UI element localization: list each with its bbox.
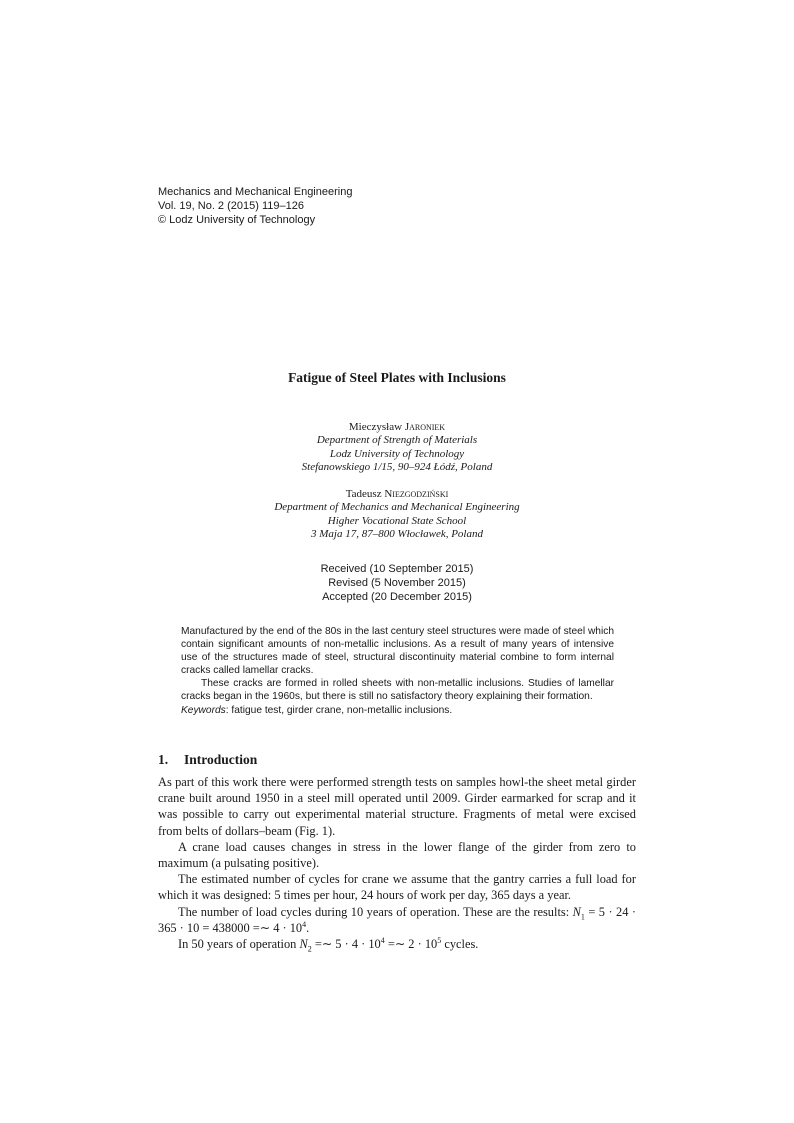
eq-n2-expression-1: =∼ 5 · 4 · 10: [311, 937, 381, 952]
body-text: [158, 774, 636, 952]
author-1-first: Mieczysław: [348, 421, 403, 433]
body-paragraph-1: As part of this work there were performed strength tests on samples howl-the sheet metal girder crane built around 1950 in a steel mill operated until 2009. Girder earmarked for scrap and it was possible to carry out experimental material structure. Fragments of metal were excised from belts of dollars–beam (Fig. 1).: [158, 775, 636, 838]
accepted-date: Accepted (20 December 2015): [322, 591, 472, 603]
author-2-first: Tadeusz: [345, 488, 382, 500]
author-2-inst: Higher Vocational State School: [327, 514, 467, 527]
keywords: [181, 705, 614, 718]
body-paragraph-4: [158, 904, 636, 936]
eq-n2-expression-2: =∼ 2 · 10: [384, 937, 438, 952]
section-number: 1.: [158, 752, 169, 767]
author-2-dept: Department of Mechanics and Mechanical Engineering: [274, 501, 520, 514]
abstract: [181, 626, 614, 718]
eq-n1-subscript: 1: [580, 912, 585, 922]
eq-n1-end: .: [306, 920, 310, 935]
section-heading: [158, 752, 257, 768]
eq-n2-subscript: 2: [307, 944, 312, 954]
abstract-paragraph-2: These cracks are formed in rolled sheets with non-metallic inclusions. Studies of lamellar cracks began in the 1960s, but there is still no satisfactory theory explaining their formation.: [181, 677, 614, 702]
abstract-paragraph-1: Manufactured by the end of the 80s in the last century steel structures were made of steel which contain significant amounts of non-metallic inclusions. As a result of many years of intensive use of the structures made of steel, structural discontinuity material combine to form internal cracks called lamellar cracks.: [181, 626, 614, 676]
author-2-last: Niezgodziński: [384, 488, 449, 500]
author-1-address: Stefanowskiego 1/15, 90–924 Łódź, Poland: [301, 460, 493, 473]
section-title: Introduction: [184, 752, 258, 767]
author-1-dept: Department of Strength of Materials: [316, 434, 478, 447]
author-1-inst: Lodz University of Technology: [329, 447, 465, 460]
eq-n1-expression: = 5 · 24 · 365 · 10 = 438000 =∼ 4 · 10: [158, 904, 636, 935]
paper-title: Fatigue of Steel Plates with Inclusions: [288, 370, 506, 385]
eq-n2-exponent-1: 4: [380, 935, 385, 945]
eq-n2-symbol: N: [299, 937, 308, 952]
body-paragraph-5: [158, 936, 636, 952]
eq-n2-end: cycles.: [441, 937, 479, 952]
keywords-label: Keywords: [181, 705, 226, 717]
eq-n2-exponent-2: 5: [437, 935, 442, 945]
body-paragraph-4-text: The number of load cycles during 10 years of operation. These are the results:: [178, 904, 570, 919]
journal-info: [158, 185, 352, 227]
revised-date: Revised (5 November 2015): [328, 577, 466, 589]
journal-copyright: © Lodz University of Technology: [158, 214, 316, 226]
dates-block: [0, 562, 794, 604]
body-paragraph-2: A crane load causes changes in stress in the lower flange of the girder from zero to maximum (a pulsating positive).: [158, 839, 636, 871]
journal-volume: Vol. 19, No. 2 (2015) 119–126: [158, 200, 304, 212]
journal-name: Mechanics and Mechanical Engineering: [158, 186, 353, 198]
author-1-name: [0, 421, 794, 434]
keywords-list: : fatigue test, girder crane, non-metallic inclusions.: [225, 705, 453, 717]
body-paragraph-3: The estimated number of cycles for crane we assume that the gantry carries a full load for which it was designed: 5 times per hour, 24 hours of work per day, 365 days a year.: [158, 872, 636, 903]
received-date: Received (10 September 2015): [320, 563, 474, 575]
eq-n1-symbol: N: [572, 904, 581, 919]
author-1-last: Jaroniek: [404, 421, 446, 433]
author-2-address: 3 Maja 17, 87–800 Włocławek, Poland: [310, 527, 483, 540]
body-paragraph-5-text: In 50 years of operation: [178, 937, 300, 952]
author-2-block: [0, 488, 794, 541]
author-1-block: [0, 421, 794, 474]
author-2-name: [0, 488, 794, 501]
eq-n1-exponent: 4: [302, 919, 307, 929]
